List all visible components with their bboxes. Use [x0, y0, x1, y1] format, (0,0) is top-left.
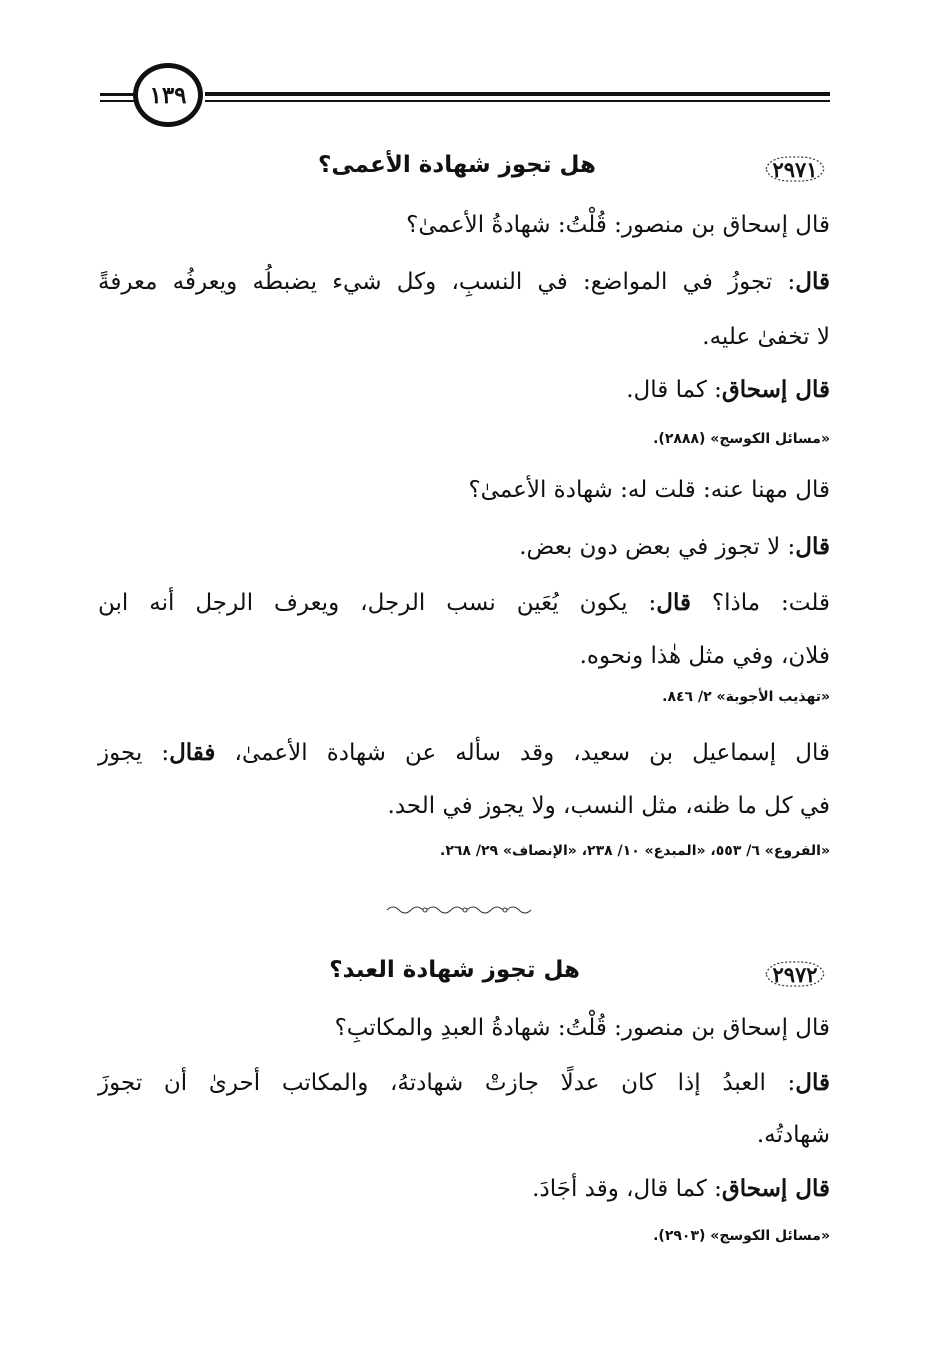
source-citation: «مسائل الكوسج» (٢٩٠٣). — [653, 1228, 830, 1244]
text-line: قلت: ماذا؟ قال: يكون يُعَين نسب الرجل، ويعرف الرجل أنه ابن — [98, 589, 830, 616]
text-line: في كل ما ظنه، مثل النسب، ولا يجوز في الحد. — [387, 793, 830, 819]
floral-divider-icon — [383, 902, 535, 918]
text-line: قال إسحاق بن منصور: قُلْتُ: شهادةُ الأعمىٰ؟ — [406, 212, 830, 238]
text-line: شهادتُه. — [756, 1122, 830, 1148]
source-citation: «مسائل الكوسج» (٢٨٨٨). — [653, 431, 830, 447]
text-line: قال: تجوزُ في المواضع: في النسبِ، وكل شيء يضبطُه ويعرفُه معرفةً — [98, 268, 830, 295]
text-line: قال إسحاق: كما قال. — [626, 376, 830, 403]
header-rule-thin — [205, 100, 830, 102]
section-number-badge: ٢٩٧٢ — [760, 957, 830, 991]
text-line: قال إسماعيل بن سعيد، وقد سأله عن شهادة الأعمىٰ، فقال: يجوز — [98, 739, 830, 766]
text-line: فلان، وفي مثل هٰذا ونحوه. — [579, 643, 830, 669]
section-title: هل تجوز شهادة العبد؟ — [329, 957, 580, 983]
text-line: قال إسحاق بن منصور: قُلْتُ: شهادةُ العبدِ والمكاتبِ؟ — [334, 1015, 830, 1041]
section-title: هل تجوز شهادة الأعمى؟ — [318, 152, 596, 178]
section-number-badge: ٢٩٧١ — [760, 152, 830, 186]
header-rule — [205, 92, 830, 96]
source-citation: «الفروع» ٦/ ٥٥٣، «المبدع» ١٠/ ٢٣٨، «الإنصاف» ٢٩/ ٢٦٨. — [440, 843, 830, 859]
text-line: قال: لا تجوز في بعض دون بعض. — [519, 533, 830, 560]
page-number: ١٣٩ — [133, 63, 203, 127]
source-citation: «تهذيب الأجوبة» ٢/ ٨٤٦. — [662, 689, 830, 705]
text-line: قال مهنا عنه: قلت له: شهادة الأعمىٰ؟ — [468, 477, 830, 503]
text-line: لا تخفىٰ عليه. — [702, 324, 830, 350]
text-line: قال: العبدُ إذا كان عدلًا جازتْ شهادتهُ، والمكاتب أحرىٰ أن تجوزَ — [98, 1069, 830, 1096]
text-line: قال إسحاق: كما قال، وقد أجَادَ. — [532, 1175, 830, 1202]
